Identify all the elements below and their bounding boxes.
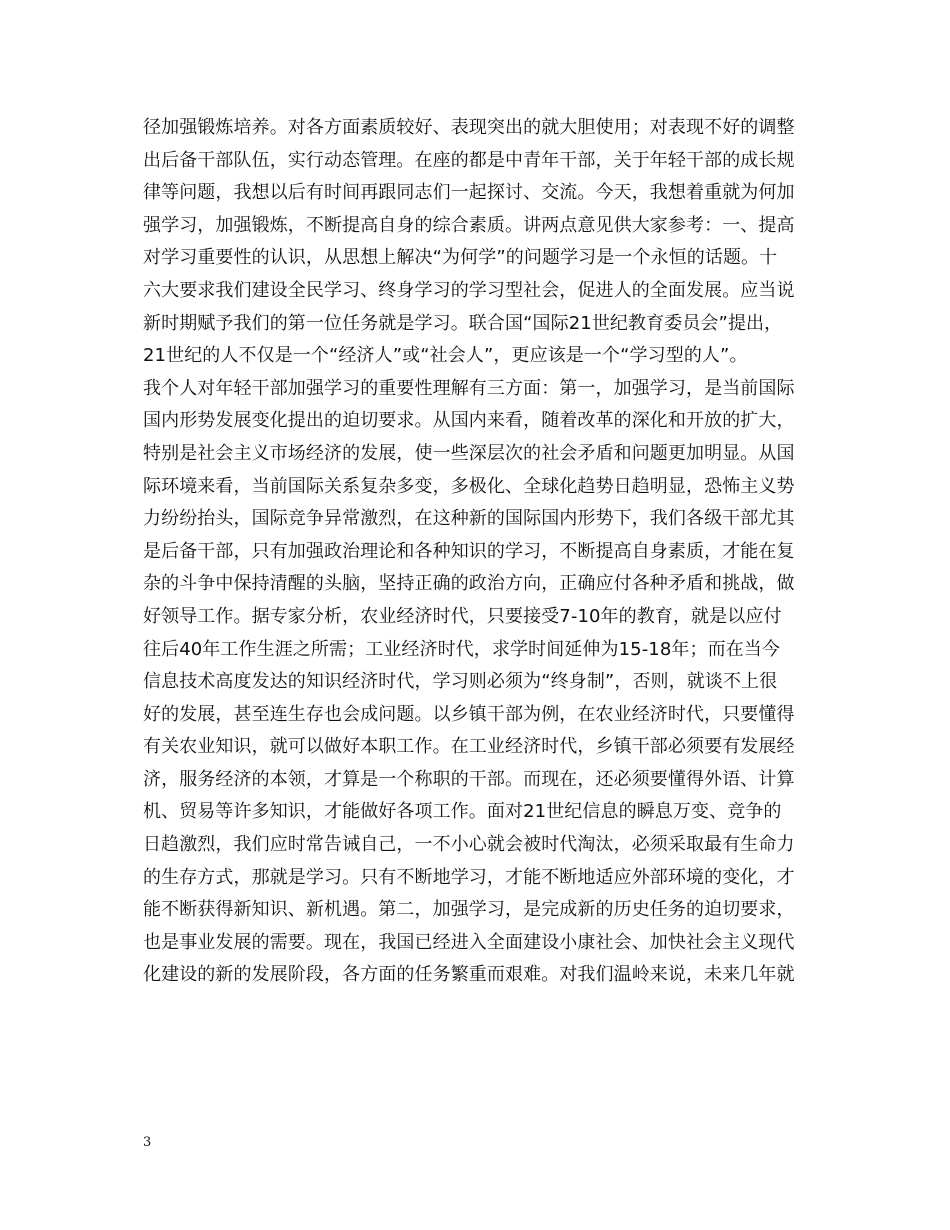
text-line: 也是事业发展的需要。现在，我国已经进入全面建设小康社会、加快社会主义现代 bbox=[143, 931, 795, 953]
body-text bbox=[143, 112, 823, 992]
text-line: 径加强锻炼培养。对各方面素质较好、表现突出的就大胆使用；对表现不好的调整 bbox=[143, 117, 795, 138]
text-line: 往后40年工作生涯之所需；工业经济时代，求学时间延伸为15-18年；而在当今 bbox=[143, 638, 781, 660]
text-line: 强学习，加强锻炼，不断提高自身的综合素质。讲两点意见供大家参考：一、提高 bbox=[143, 214, 795, 236]
text-line: 对学习重要性的认识，从思想上解决“为何学”的问题学习是一个永恒的话题。十 bbox=[143, 247, 778, 269]
text-line: 日趋激烈，我们应时常告诫自己，一不小心就会被时代淘汰，必须采取最有生命力 bbox=[143, 834, 795, 856]
text-line: 特别是社会主义市场经济的发展，使一些深层次的社会矛盾和问题更加明显。从国 bbox=[143, 442, 795, 464]
text-line: 济，服务经济的本领，才算是一个称职的干部。而现在，还必须要懂得外语、计算 bbox=[143, 768, 795, 790]
text-line: 国内形势发展变化提出的迫切要求。从国内来看，随着改革的深化和开放的扩大， bbox=[143, 410, 795, 432]
text-line: 际环境来看，当前国际关系复杂多变，多极化、全球化趋势日趋明显，恐怖主义势 bbox=[143, 475, 795, 497]
text-line: 信息技术高度发达的知识经济时代，学习则必须为“终身制”，否则，就谈不上很 bbox=[143, 671, 778, 693]
text-line: 21世纪的人不仅是一个“经济人”或“社会人”，更应该是一个“学习型的人”。 bbox=[143, 345, 748, 367]
text-line: 新时期赋予我们的第一位任务就是学习。联合国“国际21世纪教育委员会”提出， bbox=[143, 312, 783, 334]
text-line: 的生存方式，那就是学习。只有不断地学习，才能不断地适应外部环境的变化，才 bbox=[143, 866, 795, 888]
text-line: 是后备干部，只有加强政治理论和各种知识的学习，不断提高自身素质，才能在复 bbox=[143, 540, 795, 562]
text-line: 杂的斗争中保持清醒的头脑，坚持正确的政治方向，正确应付各种矛盾和挑战，做 bbox=[143, 573, 795, 595]
text-line: 有关农业知识，就可以做好本职工作。在工业经济时代，乡镇干部必须要有发展经 bbox=[143, 736, 795, 758]
text-line: 能不断获得新知识、新机遇。第二，加强学习，是完成新的历史任务的迫切要求， bbox=[143, 899, 795, 921]
text-line: 律等问题，我想以后有时间再跟同志们一起探讨、交流。今天，我想着重就为何加 bbox=[143, 182, 795, 204]
text-line: 力纷纷抬头，国际竞争异常激烈，在这种新的国际国内形势下，我们各级干部尤其 bbox=[143, 508, 795, 530]
text-line: 机、贸易等许多知识，才能做好各项工作。面对21世纪信息的瞬息万变、竞争的 bbox=[143, 801, 782, 823]
text-line: 出后备干部队伍，实行动态管理。在座的都是中青年干部，关于年轻干部的成长规 bbox=[143, 149, 795, 171]
text-line: 六大要求我们建设全民学习、终身学习的学习型社会，促进人的全面发展。应当说 bbox=[143, 279, 795, 301]
text-line: 我个人对年轻干部加强学习的重要性理解有三方面：第一，加强学习，是当前国际 bbox=[143, 377, 795, 399]
text-line: 好的发展，甚至连生存也会成问题。以乡镇干部为例，在农业经济时代，只要懂得 bbox=[143, 703, 795, 725]
text-line: 好领导工作。据专家分析，农业经济时代，只要接受7-10年的教育，就是以应付 bbox=[143, 605, 782, 627]
page-number: 3 bbox=[143, 1135, 152, 1150]
text-line: 化建设的新的发展阶段，各方面的任务繁重而艰难。对我们温岭来说，未来几年就 bbox=[143, 964, 795, 986]
